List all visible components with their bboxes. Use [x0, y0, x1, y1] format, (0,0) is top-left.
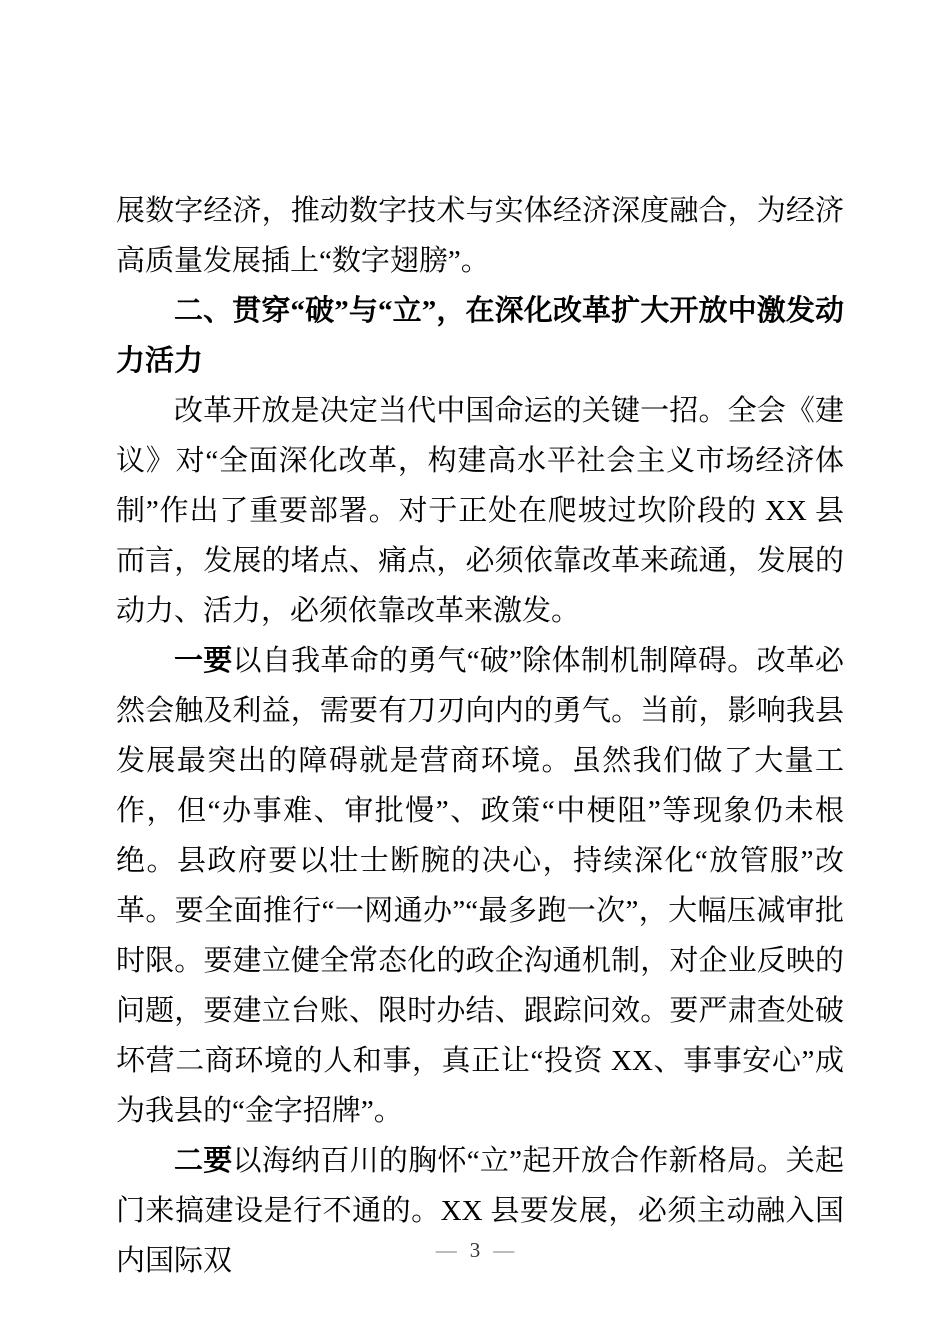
section-heading: 二、贯穿“破”与“立”，在深化改革扩大开放中激发动力活力 — [116, 295, 844, 377]
page-number: 3 — [469, 1238, 481, 1262]
page-footer — [0, 1237, 950, 1263]
paragraph-second-point — [116, 1136, 844, 1286]
footer-dash-left: — — [435, 1238, 457, 1262]
paragraph-continuation: 展数字经济，推动数字技术与实体经济深度融合，为经济高质量发展插上“数字翅膀”。 — [116, 195, 844, 277]
paragraph-text: 以海纳百川的胸怀“立”起开放合作新格局。关起门来搞建设是行不通的。XX 县要发展，必须主动融入国内国际双 — [116, 1145, 844, 1277]
footer-dash-right: — — [493, 1238, 515, 1262]
document-body — [116, 186, 844, 1286]
paragraph-first-point — [116, 636, 844, 1136]
paragraph-lead-eryao: 二要 — [174, 1145, 233, 1177]
paragraph-text: 以自我革命的勇气“破”除体制机制障碍。改革必然会触及利益，需要有刀刃向内的勇气。当前，影响我县发展最突出的障碍就是营商环境。虽然我们做了大量工作，但“办事难、审批慢”、政策“中梗阻”等现象仍未根绝。县政府要以壮士断腕的决心，持续深化“放管服”改革。要全面推行“一网通办”“最多跑一次”，大幅压减审批时限。要建立健全常态化的政企沟通机制，对企业反映的问题，要建立台账、限时办结、跟踪问效。要严肃查处破坏营二商环境的人和事，真正让“投资 XX、事事安心”成为我县的“金字招牌”。 — [116, 645, 844, 1127]
paragraph-reform-opening: 改革开放是决定当代中国命运的关键一招。全会《建议》对“全面深化改革，构建高水平社会主义市场经济体制”作出了重要部署。对于正处在爬坡过坎阶段的 XX 县而言，发展的堵点、痛点，必须依靠改革来疏通，发展的动力、活力，必须依靠改革来激发。 — [116, 395, 844, 627]
paragraph-lead-yiyao: 一要 — [174, 645, 233, 677]
